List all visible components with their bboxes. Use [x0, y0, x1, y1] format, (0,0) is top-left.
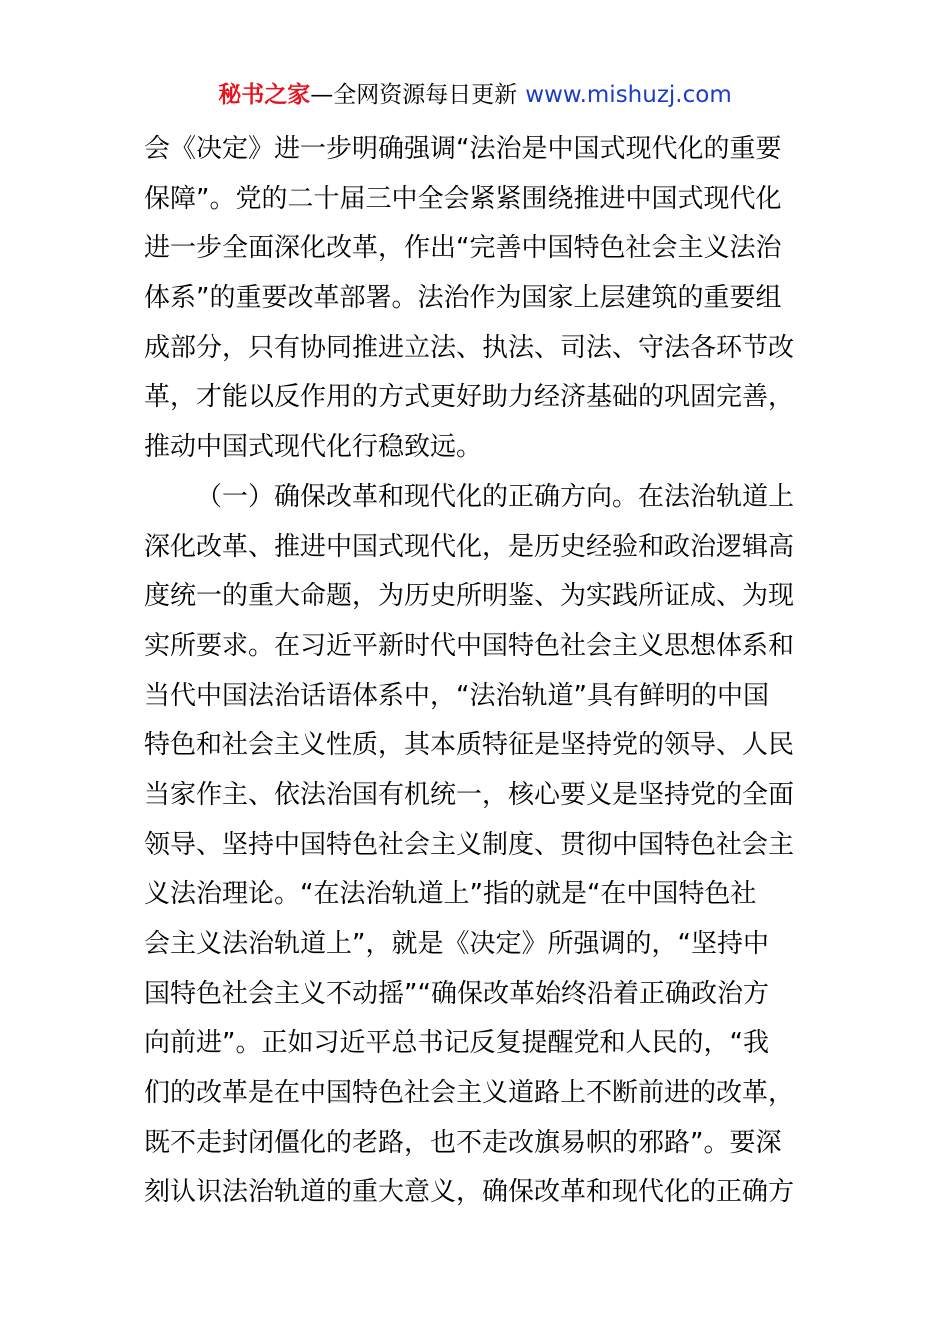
text-line: 领导、坚持中国特色社会主义制度、贯彻中国特色社会主 [144, 829, 795, 860]
text-line: 既不走封闭僵化的老路，也不走改旗易帜的邪路”。要深 [144, 1127, 782, 1158]
text-line: 向前进”。正如习近平总书记反复提醒党和人民的，“我 [144, 1028, 769, 1059]
text-line: 度统一的重大命题，为历史所明鉴、为实践所证成、为现 [144, 581, 795, 612]
text-line: 体系”的重要改革部署。法治作为国家上层建筑的重要组 [144, 283, 782, 314]
text-line: 进一步全面深化改革，作出“完善中国特色社会主义法治 [144, 233, 782, 264]
text-line: 国特色社会主义不动摇”“确保改革始终沿着正确政治方 [144, 978, 769, 1009]
site-header [0, 80, 950, 110]
text-line: 当家作主、依法治国有机统一，核心要义是坚持党的全面 [144, 779, 795, 810]
text-line: 当代中国法治话语体系中，“法治轨道”具有鲜明的中国 [144, 680, 769, 711]
text-line: 实所要求。在习近平新时代中国特色社会主义思想体系和 [144, 630, 795, 661]
text-line: 推动中国式现代化行稳致远。 [144, 432, 483, 463]
section-heading-line: （一）确保改革和现代化的正确方向。在法治轨道上 [196, 481, 795, 512]
text-line: 深化改革、推进中国式现代化，是历史经验和政治逻辑高 [144, 531, 795, 562]
text-line: 成部分，只有协同推进立法、执法、司法、守法各环节改 [144, 332, 795, 363]
site-url-link[interactable]: www.mishuzj.com [525, 82, 732, 108]
text-line: 保障”。党的二十届三中全会紧紧围绕推进中国式现代化 [144, 183, 782, 214]
text-line: 义法治理论。“在法治轨道上”指的就是“在中国特色社 [144, 879, 757, 910]
header-tagline: —全网资源每日更新 [310, 82, 518, 108]
brand-name: 秘书之家 [218, 82, 311, 108]
document-body [144, 125, 814, 1218]
text-line: 们的改革是在中国特色社会主义道路上不断前进的改革， [144, 1078, 795, 1109]
text-line: 刻认识法治轨道的重大意义，确保改革和现代化的正确方 [144, 1177, 795, 1208]
text-line: 革，才能以反作用的方式更好助力经济基础的巩固完善， [144, 382, 795, 413]
text-line: 会《决定》进一步明确强调“法治是中国式现代化的重要 [144, 134, 782, 164]
text-line: 会主义法治轨道上”，就是《决定》所强调的，“坚持中 [144, 929, 769, 959]
text-line: 特色和社会主义性质，其本质特征是坚持党的领导、人民 [144, 730, 795, 761]
